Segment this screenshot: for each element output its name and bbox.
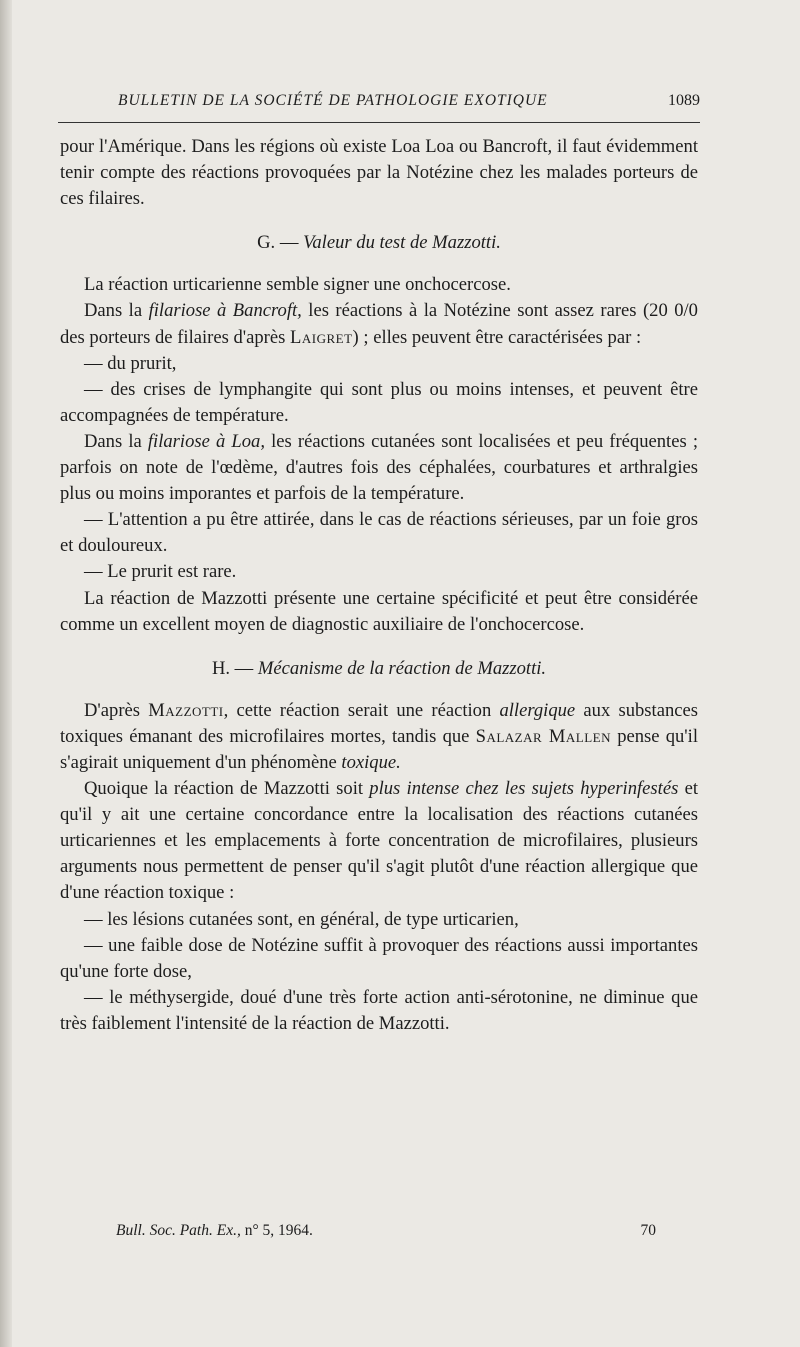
emphasis: filariose à Bancroft, xyxy=(148,300,302,322)
running-header xyxy=(118,92,700,116)
paragraph: La réaction de Mazzotti présente une certaine spécificité et peut être considérée comme un excellent moyen de diagnostic auxiliaire de l'onchocercose. xyxy=(60,587,698,635)
page-footer xyxy=(116,1222,656,1246)
paragraph xyxy=(60,698,698,776)
text-run: , cette réaction serait une réaction xyxy=(223,699,500,721)
list-item: — du prurit, xyxy=(84,352,177,374)
heading-prefix: G. — xyxy=(257,232,304,254)
paragraph xyxy=(60,429,698,507)
paragraph xyxy=(60,298,698,350)
list-item: — les lésions cutanées sont, en général, de type urticarien, xyxy=(84,908,519,930)
emphasis: plus intense chez les sujets hyperinfestés xyxy=(369,778,679,800)
text-run: et qu'il y ait une certaine concordance entre la localisation des réactions cutanées urticariennes et les emplacements à forte concentration de microfilaires, plusieurs arguments nous permettent de penser qu'il s'agit plutôt d'une réaction allergique que d'une réaction toxique : xyxy=(60,778,698,904)
text-run: les réactions à la Notézine sont assez rares (20 0/0 des porteurs de filaires d'après xyxy=(60,300,698,348)
journal-abbrev: Bull. Soc. Path. Ex., xyxy=(116,1222,241,1239)
text-run: aux substances toxiques émanant des microfilaires mortes, tandis que xyxy=(60,699,698,747)
author-name: Mazzotti xyxy=(148,699,224,721)
text-run: Dans la xyxy=(84,300,149,322)
text-run: Dans la xyxy=(84,430,148,452)
list-item: — une faible dose de Notézine suffit à provoquer des réactions aussi importantes qu'une forte dose, xyxy=(60,934,698,982)
list-item: — des crises de lymphangite qui sont plus ou moins intenses, et peuvent être accompagnées de température. xyxy=(60,378,698,426)
list-item: — L'attention a pu être attirée, dans le cas de réactions sérieuses, par un foie gros et douloureux. xyxy=(60,509,698,557)
section-heading-g xyxy=(60,230,698,256)
page-number: 1089 xyxy=(668,92,700,109)
page-spine-shadow xyxy=(0,0,12,1347)
heading-title: Valeur du test de Mazzotti. xyxy=(303,232,501,254)
author-name: Salazar Mallen xyxy=(475,725,611,747)
body-text xyxy=(60,134,698,1037)
signature-number: 70 xyxy=(640,1222,656,1239)
heading-title: Mécanisme de la réaction de Mazzotti. xyxy=(257,657,547,679)
text-run: Quoique la réaction de Mazzotti soit xyxy=(84,778,370,800)
text-run: pense qu'il s'agirait uniquement d'un phénomène xyxy=(60,725,698,773)
journal-issue: n° 5, 1964. xyxy=(240,1222,313,1239)
text-run: D'après xyxy=(84,699,149,721)
text-run: les réactions cutanées sont localisées et peu fréquentes ; parfois on note de l'œdème, d'autres fois des céphalées, courbatures et arthralgies plus ou moins imporantes et parfois de la température. xyxy=(60,430,698,505)
list-item: — le méthysergide, doué d'une très forte action anti-sérotonine, ne diminue que très faiblement l'intensité de la réaction de Mazzotti. xyxy=(60,986,698,1034)
text-run: ) ; elles peuvent être caractérisées par : xyxy=(352,326,642,348)
emphasis: allergique xyxy=(499,699,576,721)
section-heading-h xyxy=(60,656,698,682)
list-item: — Le prurit est rare. xyxy=(84,561,237,583)
author-name: Laigret xyxy=(290,326,353,348)
emphasis: filariose à Loa, xyxy=(147,430,265,452)
header-rule xyxy=(58,122,700,123)
paragraph: La réaction urticarienne semble signer une onchocercose. xyxy=(84,274,511,296)
emphasis: toxique. xyxy=(341,751,401,773)
journal-citation xyxy=(116,1222,313,1240)
paragraph: pour l'Amérique. Dans les régions où existe Loa Loa ou Bancroft, il faut évidemment tenir compte des réactions provoquées par la Notézine chez les malades porteurs de ces filaires. xyxy=(60,136,698,210)
heading-prefix: H. — xyxy=(211,657,258,679)
running-title: BULLETIN DE LA SOCIÉTÉ DE PATHOLOGIE EXOTIQUE xyxy=(118,92,548,109)
paragraph xyxy=(60,776,698,906)
